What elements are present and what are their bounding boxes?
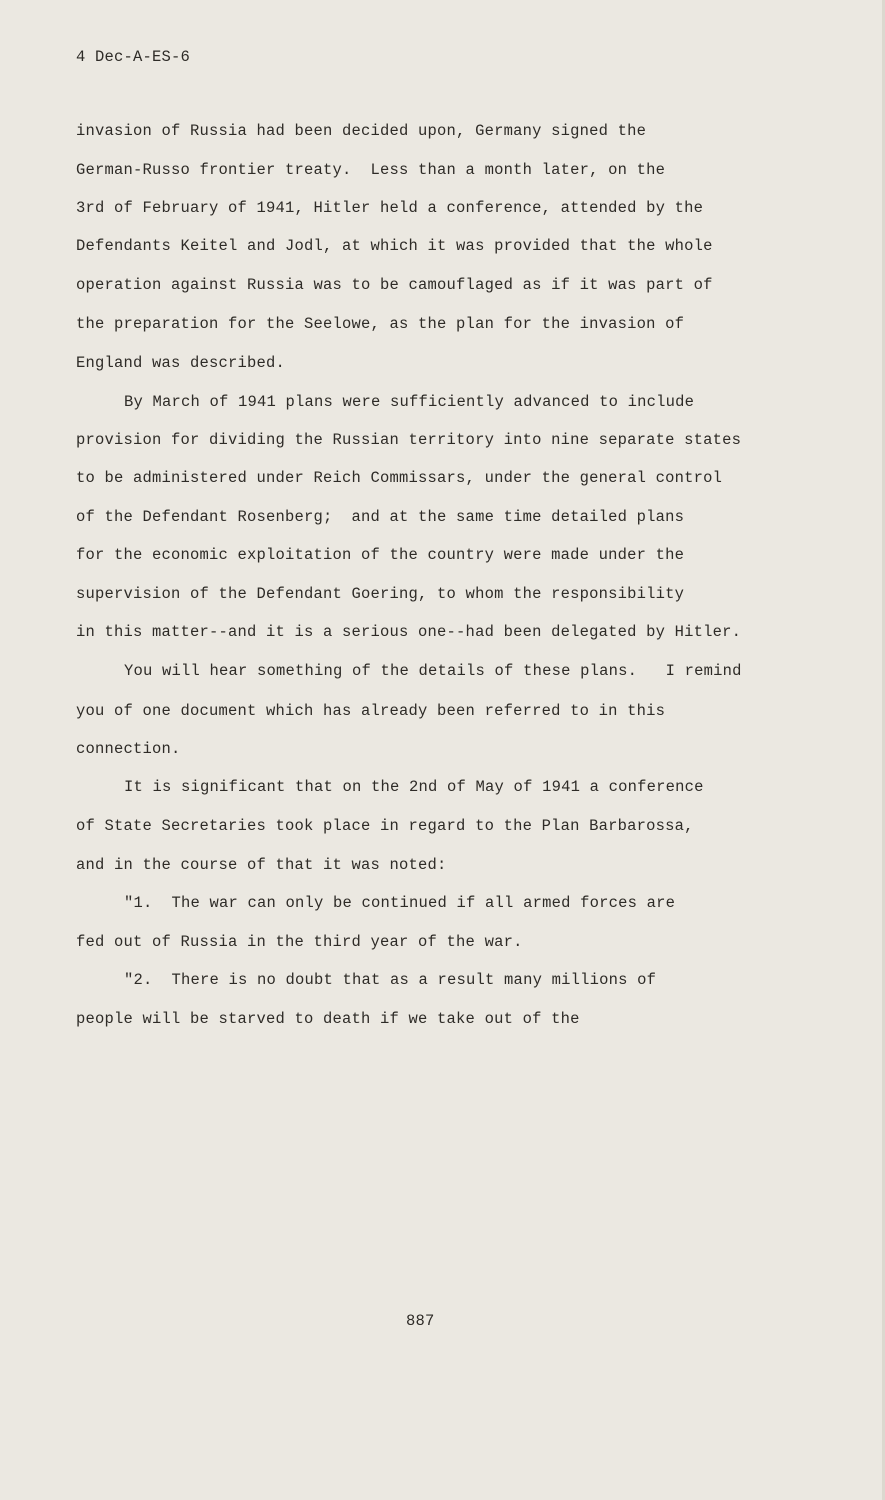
text-line: and in the course of that it was noted: — [76, 856, 447, 874]
text-line: 3rd of February of 1941, Hitler held a conference, attended by the — [76, 199, 704, 217]
text-line: you of one document which has already been referred to in this — [76, 702, 666, 720]
text-line: connection. — [76, 740, 181, 758]
text-line: invasion of Russia had been decided upon, Germany signed the — [76, 122, 647, 140]
text-line: to be administered under Reich Commissars, under the general control — [76, 469, 723, 487]
text-line: England was described. — [76, 354, 286, 372]
text-line: supervision of the Defendant Goering, to whom the responsibility — [76, 585, 685, 603]
text-line: operation against Russia was to be camouflaged as if it was part of — [76, 276, 713, 294]
text-line: for the economic exploitation of the country were made under the — [76, 546, 685, 564]
page-number: 887 — [406, 1312, 435, 1330]
quote-line: "1. The war can only be continued if all armed forces are — [124, 894, 676, 912]
quote-line: people will be starved to death if we take out of the — [76, 1010, 580, 1028]
text-line: German-Russo frontier treaty. Less than a month later, on the — [76, 161, 666, 179]
text-line: By March of 1941 plans were sufficiently advanced to include — [124, 393, 695, 411]
quote-line: "2. There is no doubt that as a result many millions of — [124, 971, 657, 989]
text-line: of the Defendant Rosenberg; and at the same time detailed plans — [76, 508, 685, 526]
text-line: You will hear something of the details of these plans. I remind — [124, 662, 742, 680]
page-header-reference: 4 Dec-A-ES-6 — [76, 48, 191, 66]
text-line: of State Secretaries took place in regard to the Plan Barbarossa, — [76, 817, 694, 835]
quote-line: fed out of Russia in the third year of the war. — [76, 933, 523, 951]
text-line: Defendants Keitel and Jodl, at which it was provided that the whole — [76, 237, 713, 255]
text-line: in this matter--and it is a serious one--had been delegated by Hitler. — [76, 623, 742, 641]
text-line: provision for dividing the Russian territory into nine separate states — [76, 431, 742, 449]
text-line: It is significant that on the 2nd of May of 1941 a conference — [124, 778, 704, 796]
text-line: the preparation for the Seelowe, as the plan for the invasion of — [76, 315, 685, 333]
